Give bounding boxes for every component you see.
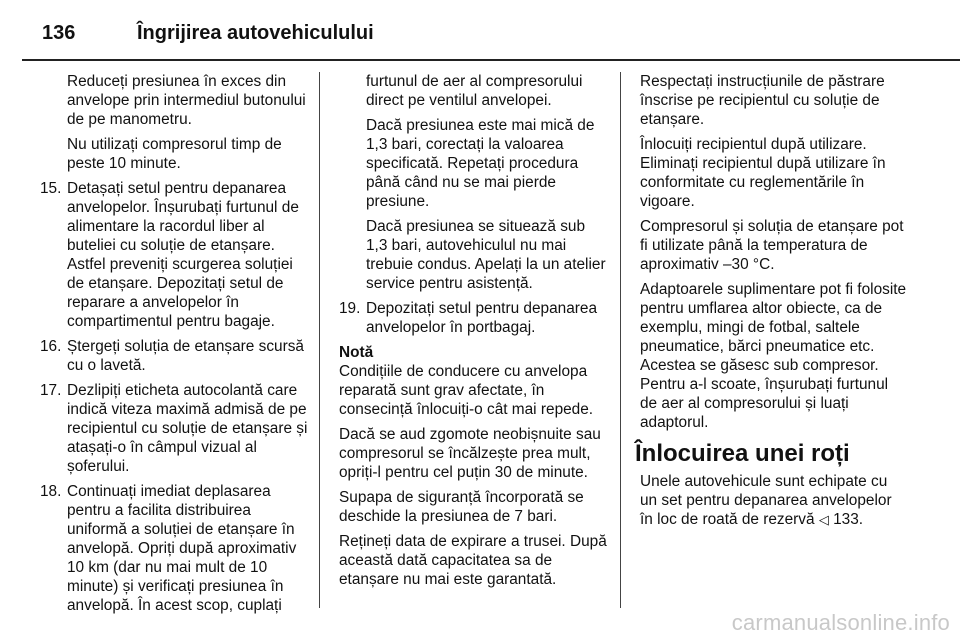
- section-text: Unele autovehicule sunt echipate cu un set pentru depanarea anvelopelor în loc de roată de rezervă: [640, 473, 892, 528]
- column-1: [40, 72, 308, 621]
- paragraph: furtunul de aer al compresorului direct pe ventilul anvelopei.: [366, 73, 583, 109]
- list-text: Ștergeți soluția de etanșare scursă cu o lavetă.: [67, 338, 304, 374]
- list-item: [339, 299, 607, 337]
- page-reference[interactable]: 133.: [833, 511, 864, 528]
- note-heading: Notă: [339, 344, 374, 361]
- section-title: Înlocuirea unei roți: [635, 440, 850, 467]
- list-text: Dezlipiți eticheta autocolantă care indică viteza maximă admisă de pe recipientul cu soluție de etanșare și atașați-o în câmpul vizual al șoferului.: [67, 382, 308, 475]
- column-3: [635, 72, 908, 535]
- page-reference-icon: ◁: [818, 512, 829, 527]
- paragraph: Înlocuiți recipientul după utilizare. Eliminați recipientul după utilizare în conformitate cu reglementările în vigoare.: [640, 136, 886, 210]
- note-paragraph: Condițiile de conducere cu anvelopa reparată sunt grav afectate, în consecință înlocuiți-o cât mai repede.: [339, 363, 594, 418]
- list-number: 19.: [339, 300, 361, 317]
- watermark: carmanualsonline.info: [731, 610, 950, 635]
- note-paragraph: Supapa de siguranță încorporată se deschide la presiunea de 7 bari.: [339, 489, 584, 525]
- header-divider: [22, 59, 960, 61]
- paragraph: Reduceți presiunea în exces din anvelope prin intermediul butonului de pe manometru.: [67, 73, 306, 128]
- paragraph: Adaptoarele suplimentare pot fi folosite pentru umflarea altor obiecte, ca de exemplu, mingi de fotbal, saltele pneumatice, bărci pneumatice etc. Acestea se găsesc sub compresor. Pentru a-l scoate, înșurubați furtunul de aer al compresorului și luați adaptorul.: [640, 281, 907, 431]
- list-item: [40, 381, 308, 476]
- column-divider-2: [620, 72, 621, 608]
- list-item: [40, 482, 308, 615]
- note-paragraph: Dacă se aud zgomote neobișnuite sau compresorul se încălzește prea mult, opriți-l pentru cel puțin 30 de minute.: [339, 426, 601, 481]
- paragraph: Nu utilizați compresorul timp de peste 10 minute.: [67, 136, 282, 172]
- column-2: [339, 72, 607, 595]
- page-header: [22, 12, 960, 52]
- section-paragraph: [640, 472, 908, 529]
- paragraph: Respectați instrucțiunile de păstrare înscrise pe recipientul cu soluție de etanșare.: [640, 73, 885, 128]
- list-text: Detașați setul pentru depanarea anvelopelor. Înșurubați furtunul de alimentare la racordul liber al buteliei cu soluție de etanșare. Astfel preveniți scurgerea soluției de etanșare. Depozitați setul de reparare a anvelopelor în compartimentul pentru bagaje.: [67, 180, 299, 330]
- page-number: 136: [42, 22, 76, 44]
- list-number: 15.: [40, 180, 62, 197]
- paragraph: Compresorul și soluția de etanșare pot fi utilizate până la temperatura de aproximativ –30 °C.: [640, 218, 904, 273]
- list-number: 18.: [40, 483, 62, 500]
- list-item: [40, 179, 308, 331]
- paragraph: Dacă presiunea se situează sub 1,3 bari, autovehiculul nu mai trebuie condus. Apelați la un atelier service pentru asistență.: [366, 218, 606, 292]
- list-text: Continuați imediat deplasarea pentru a facilita distribuirea uniformă a soluției de etanșare în anvelopă. Opriți după aproximativ 10 km (dar nu mai mult de 10 minute) și verificați presiunea în anvelopă. În acest scop, cuplați: [67, 483, 297, 614]
- list-number: 17.: [40, 382, 62, 399]
- list-number: 16.: [40, 338, 62, 355]
- paragraph: Dacă presiunea este mai mică de 1,3 bari, corectați la valoarea specificată. Repetați procedura până când nu se mai pierde presiune.: [366, 117, 595, 210]
- page-title: Îngrijirea autovehiculului: [137, 22, 374, 44]
- list-text: Depozitați setul pentru depanarea anvelopelor în portbagaj.: [366, 300, 598, 336]
- note-paragraph: Rețineți data de expirare a trusei. După această dată capacitatea sa de etanșare nu mai este garantată.: [339, 533, 607, 588]
- column-divider-1: [319, 72, 320, 608]
- list-item: [40, 337, 308, 375]
